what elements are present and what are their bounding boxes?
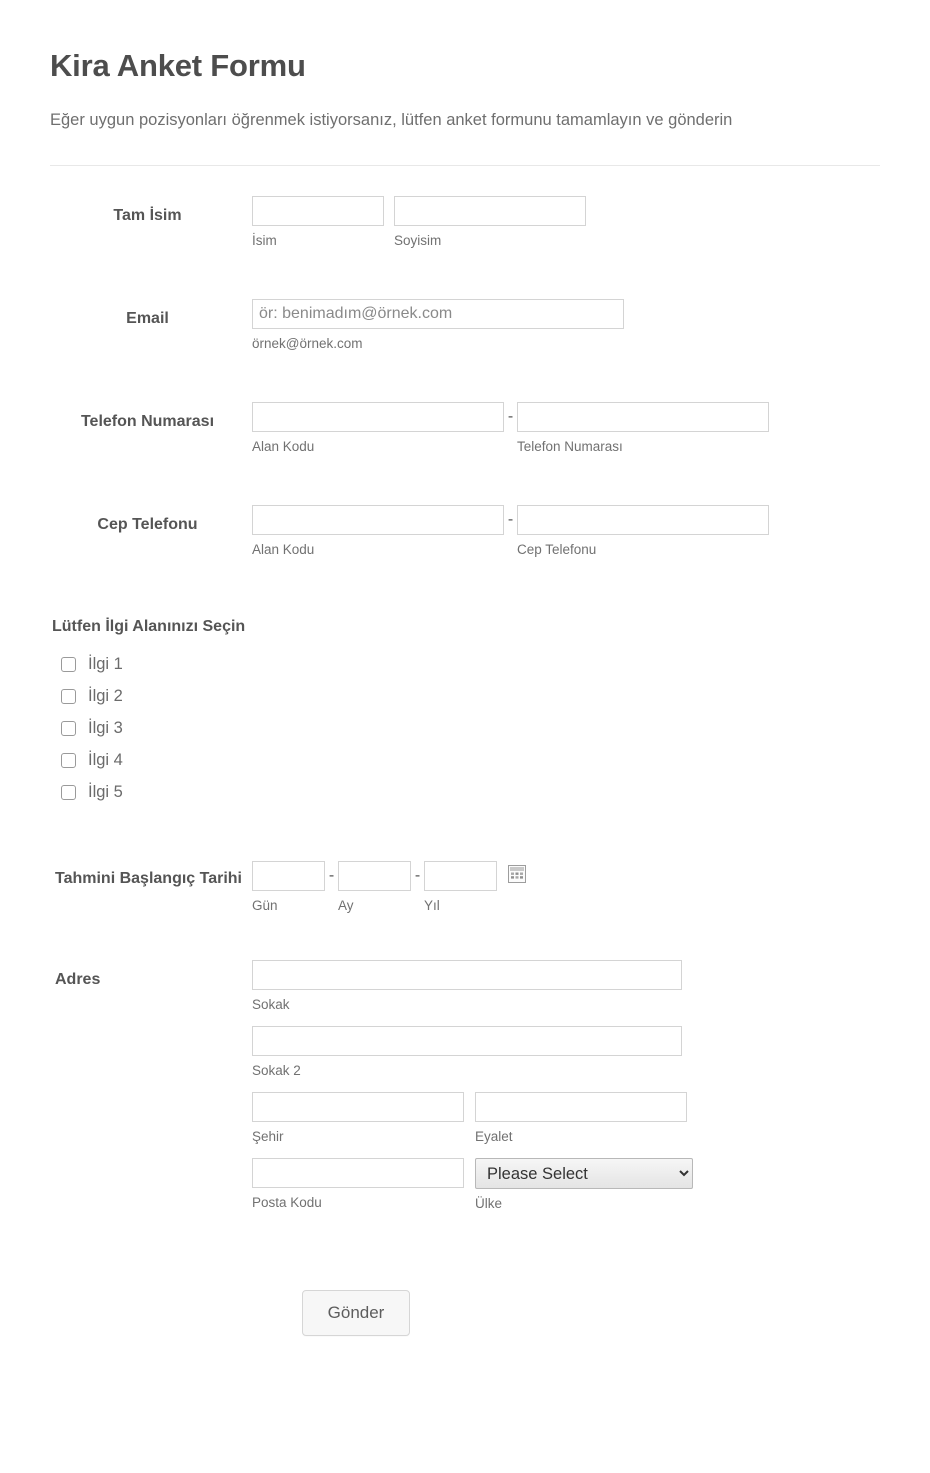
- checkbox-icon[interactable]: [61, 785, 76, 800]
- start-date-separator-2: -: [414, 867, 421, 884]
- phone-number-cell: [517, 402, 769, 455]
- full-name-label: Tam İsim: [113, 207, 182, 224]
- start-date-day-cell: [252, 861, 325, 914]
- address-label: Adres: [55, 971, 101, 988]
- label-col-phone: [50, 402, 245, 433]
- field-col-phone: [245, 402, 880, 455]
- name-gap: [384, 196, 394, 249]
- mobile-number-cell: [517, 505, 769, 558]
- mobile-label: Cep Telefonu: [97, 516, 198, 533]
- address-street-cell: [252, 960, 880, 1013]
- interest-option-label: İlgi 2: [88, 686, 123, 705]
- address-street-input[interactable]: [252, 960, 682, 990]
- address-state-sublabel: Eyalet: [475, 1129, 513, 1144]
- mobile-separator: -: [507, 511, 514, 528]
- mobile-number-sublabel: Cep Telefonu: [517, 542, 597, 557]
- interest-option-label: İlgi 3: [88, 718, 123, 737]
- label-col-mobile: [50, 505, 245, 536]
- address-zip-cell: [252, 1158, 464, 1212]
- address-street2-cell: [252, 1026, 880, 1079]
- field-row-mobile: [50, 505, 880, 558]
- address-zip-input[interactable]: [252, 1158, 464, 1188]
- first-name-sublabel: İsim: [252, 233, 277, 248]
- field-row-address: [50, 960, 880, 1212]
- first-name-cell: [252, 196, 384, 249]
- start-date-month-sublabel: Ay: [338, 898, 354, 913]
- interests-group-label: Lütfen İlgi Alanınızı Seçin: [52, 618, 246, 635]
- last-name-sublabel: Soyisim: [394, 233, 442, 248]
- field-col-address: [245, 960, 880, 1212]
- address-city-state-row: [252, 1092, 880, 1145]
- field-row-full-name: [50, 196, 880, 249]
- label-col-full-name: [50, 196, 245, 227]
- checkbox-icon[interactable]: [61, 657, 76, 672]
- start-date-month-cell: [338, 861, 411, 914]
- address-street2-input[interactable]: [252, 1026, 682, 1056]
- label-col-email: [50, 299, 245, 330]
- field-row-email: [50, 299, 880, 352]
- phone-label: Telefon Numarası: [80, 413, 215, 430]
- start-date-separator-1: -: [328, 867, 335, 884]
- interest-option-4[interactable]: [52, 744, 880, 776]
- address-zip-country-row: [252, 1158, 880, 1212]
- interest-option-5[interactable]: [52, 776, 880, 808]
- mobile-area-code-input[interactable]: [252, 505, 504, 535]
- address-street-sublabel: Sokak: [252, 997, 290, 1012]
- checkbox-icon[interactable]: [61, 753, 76, 768]
- field-col-full-name: [245, 196, 880, 249]
- mobile-number-input[interactable]: [517, 505, 769, 535]
- email-label: Email: [126, 310, 169, 327]
- page-title: Kira Anket Formu: [50, 48, 306, 83]
- field-col-mobile: [245, 505, 880, 558]
- label-col-address: [50, 960, 245, 991]
- address-city-input[interactable]: [252, 1092, 464, 1122]
- interest-option-2[interactable]: [52, 680, 880, 712]
- interest-option-label: İlgi 4: [88, 750, 123, 769]
- label-col-start-date: [50, 861, 245, 889]
- start-date-label: Tahmini Başlangıç Tarihi: [55, 870, 242, 887]
- first-name-input[interactable]: [252, 196, 384, 226]
- form-subtitle: Eğer uygun pozisyonları öğrenmek istiyorsanız, lütfen anket formunu tamamlayın ve gönderin: [50, 111, 733, 129]
- address-city-cell: [252, 1092, 464, 1145]
- form-body: [0, 196, 930, 1336]
- address-street2-sublabel: Sokak 2: [252, 1063, 301, 1078]
- address-country-sublabel: Ülke: [475, 1196, 503, 1211]
- start-date-day-input[interactable]: [252, 861, 325, 891]
- email-sublabel: örnek@örnek.com: [252, 336, 363, 351]
- start-date-year-input[interactable]: [424, 861, 497, 891]
- submit-button[interactable]: Gönder: [302, 1290, 410, 1336]
- interests-section: [50, 616, 880, 808]
- email-input[interactable]: [252, 299, 624, 329]
- field-col-start-date: [245, 861, 880, 914]
- address-state-cell: [475, 1092, 687, 1145]
- phone-area-code-input[interactable]: [252, 402, 504, 432]
- start-date-year-sublabel: Yıl: [424, 898, 440, 913]
- checkbox-icon[interactable]: [61, 721, 76, 736]
- header-divider: [50, 165, 880, 166]
- address-state-input[interactable]: [475, 1092, 687, 1122]
- interest-option-1[interactable]: [52, 648, 880, 680]
- phone-area-code-sublabel: Alan Kodu: [252, 439, 315, 454]
- phone-separator: -: [507, 408, 514, 425]
- interest-option-label: İlgi 1: [88, 654, 123, 673]
- field-row-start-date: [50, 861, 880, 914]
- mobile-area-code-sublabel: Alan Kodu: [252, 542, 315, 557]
- checkbox-icon[interactable]: [61, 689, 76, 704]
- address-zip-sublabel: Posta Kodu: [252, 1195, 322, 1210]
- field-row-phone: [50, 402, 880, 455]
- last-name-input[interactable]: [394, 196, 586, 226]
- calendar-icon[interactable]: [508, 865, 526, 883]
- phone-area-cell: [252, 402, 504, 455]
- address-city-sublabel: Şehir: [252, 1129, 284, 1144]
- form-header: [0, 0, 930, 135]
- phone-number-sublabel: Telefon Numarası: [517, 439, 623, 454]
- start-date-year-cell: [424, 861, 497, 914]
- interest-option-label: İlgi 5: [88, 782, 123, 801]
- email-cell: [252, 299, 880, 352]
- start-date-month-input[interactable]: [338, 861, 411, 891]
- last-name-cell: [394, 196, 586, 249]
- phone-number-input[interactable]: [517, 402, 769, 432]
- start-date-day-sublabel: Gün: [252, 898, 278, 913]
- submit-row: [50, 1290, 880, 1336]
- field-col-email: [245, 299, 880, 352]
- address-country-cell: [475, 1158, 693, 1212]
- mobile-area-cell: [252, 505, 504, 558]
- interest-option-3[interactable]: [52, 712, 880, 744]
- address-country-select[interactable]: [475, 1158, 693, 1189]
